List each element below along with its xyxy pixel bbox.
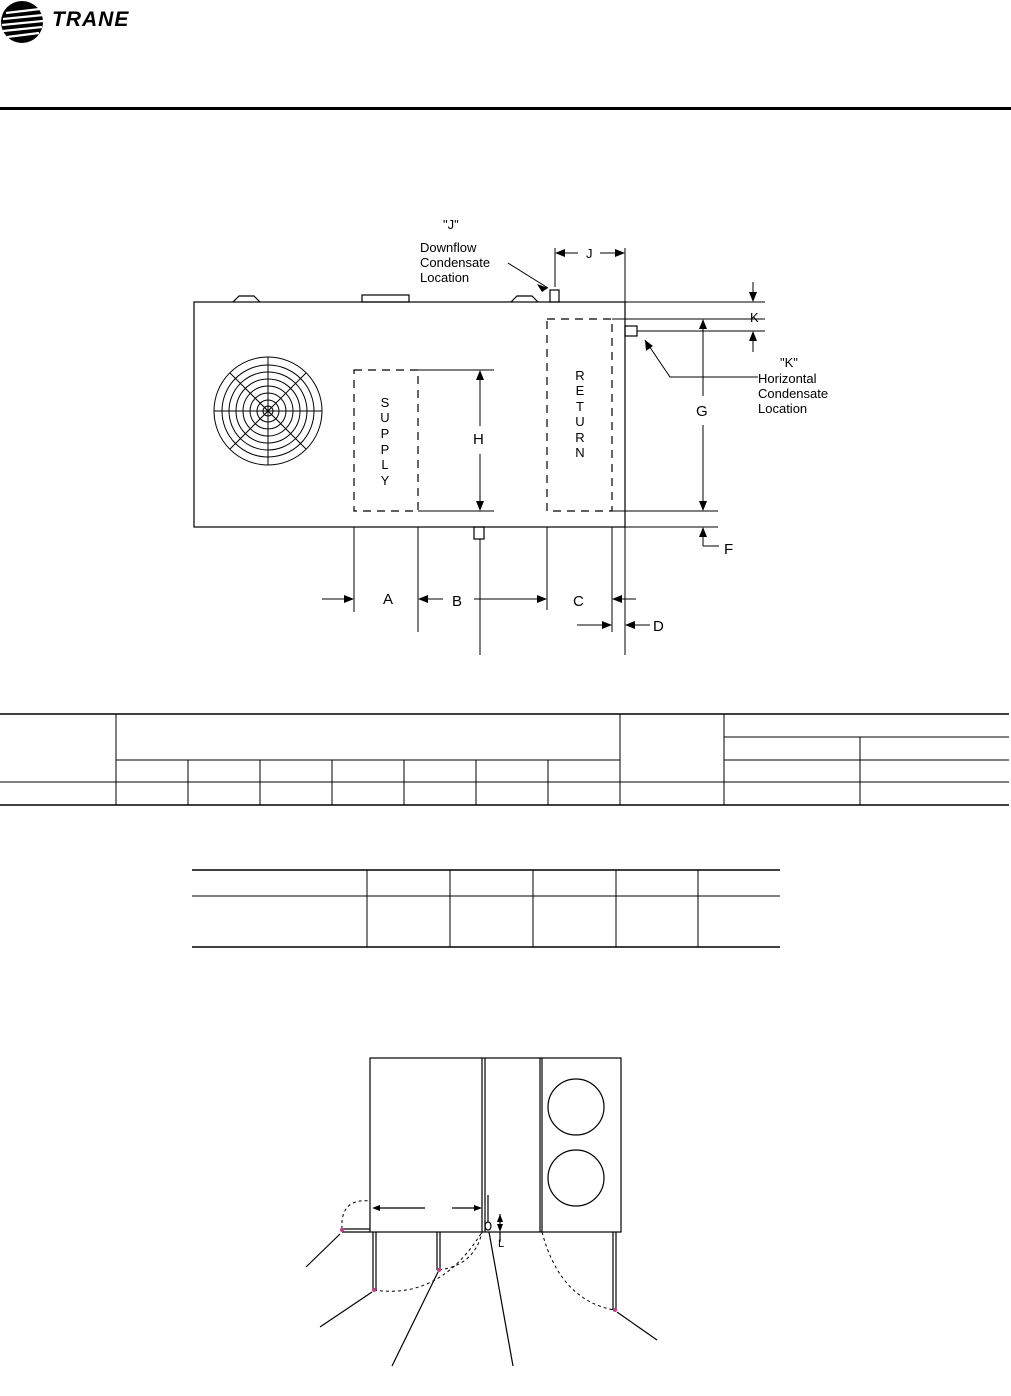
callout-k-line: Condensate	[758, 386, 829, 401]
return-letter: U	[575, 414, 585, 429]
callout-j-line: Location	[420, 270, 470, 285]
return-letter: N	[575, 445, 585, 460]
return-letter: T	[576, 399, 584, 414]
dim-h-label: H	[473, 431, 484, 448]
dim-b-label: B	[452, 593, 463, 610]
dim-j-label: J	[586, 246, 593, 261]
unit-elevation-drawing	[0, 1050, 1011, 1390]
return-letter: E	[575, 383, 585, 398]
dim-l-label: L	[498, 1238, 505, 1250]
brand-name: TRANE	[52, 8, 130, 31]
fan-icon	[548, 1150, 604, 1206]
unit-plan-drawing	[0, 215, 1011, 665]
supply-letter: S	[380, 395, 390, 410]
supply-letter: L	[381, 457, 389, 472]
callout-k-line: Location	[758, 401, 808, 416]
dim-f-label: F	[724, 541, 734, 558]
callout-k-line: "K"	[780, 355, 798, 370]
dim-g-label: G	[696, 403, 708, 420]
dimensions-table-grid	[0, 705, 1011, 815]
fan-icon	[214, 357, 322, 465]
supply-letter: P	[380, 442, 390, 457]
fan-icon	[548, 1079, 604, 1135]
callout-k-line: Horizontal	[758, 371, 817, 386]
dim-k-label: K	[750, 310, 759, 325]
supply-letter: U	[380, 410, 390, 425]
callout-j-line: Condensate	[420, 255, 491, 270]
return-letter: R	[575, 430, 585, 445]
supply-letter: P	[380, 426, 390, 441]
supply-letter: Y	[380, 473, 390, 488]
dim-d-label: D	[653, 618, 664, 635]
callout-j-line: "J"	[443, 217, 459, 232]
dim-c-label: C	[573, 593, 584, 610]
header-rule	[0, 107, 1011, 110]
callout-j-line: Downflow	[420, 240, 477, 255]
dim-a-label: A	[383, 591, 394, 608]
clearance-table-grid	[0, 862, 1011, 957]
return-letter: R	[575, 368, 585, 383]
